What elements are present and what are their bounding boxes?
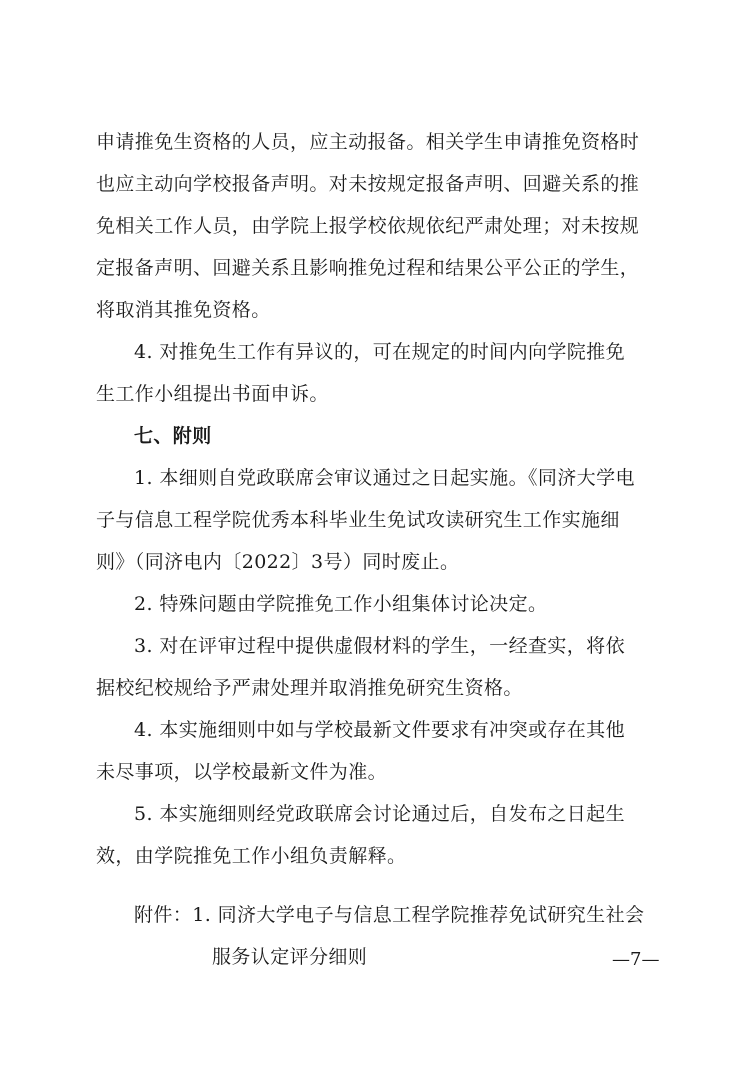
attachment-line: 服务认定评分细则 bbox=[212, 946, 368, 968]
paragraph-line: 4. 对推免生工作有异议的，可在规定的时间内向学院推免 bbox=[134, 341, 625, 363]
rule-line: 2. 特殊问题由学院推免工作小组集体讨论决定。 bbox=[134, 593, 548, 615]
paragraph-line: 生工作小组提出书面申诉。 bbox=[96, 383, 329, 405]
rule-line: 3. 对在评审过程中提供虚假材料的学生，一经查实，将依 bbox=[134, 635, 625, 657]
rule-line: 子与信息工程学院优秀本科毕业生免试攻读研究生工作实施细 bbox=[96, 509, 620, 531]
rule-line: 效，由学院推免工作小组负责解释。 bbox=[96, 845, 407, 867]
paragraph-line: 免相关工作人员，由学院上报学校依规依纪严肃处理；对未按规 bbox=[96, 215, 640, 237]
rule-line: 1. 本细则自党政联席会审议通过之日起实施。《同济大学电 bbox=[134, 467, 635, 489]
paragraph-line: 定报备声明、回避关系且影响推免过程和结果公平公正的学生， bbox=[96, 257, 640, 279]
rule-line: 未尽事项，以学校最新文件为准。 bbox=[96, 761, 388, 783]
paragraph-line: 也应主动向学校报备声明。对未按规定报备声明、回避关系的推 bbox=[96, 173, 640, 195]
rule-line: 4. 本实施细则中如与学校最新文件要求有冲突或存在其他 bbox=[134, 719, 625, 741]
rule-line: 则》（同济电内〔2022〕3号）同时废止。 bbox=[96, 551, 460, 573]
page-number: —7— bbox=[612, 949, 660, 970]
paragraph-line: 申请推免生资格的人员，应主动报备。相关学生申请推免资格时 bbox=[96, 131, 640, 153]
attachment-line: 附件：1. 同济大学电子与信息工程学院推荐免试研究生社会 bbox=[134, 904, 645, 926]
paragraph-line: 将取消其推免资格。 bbox=[96, 299, 271, 321]
rule-line: 5. 本实施细则经党政联席会讨论通过后，自发布之日起生 bbox=[134, 803, 625, 825]
rule-line: 据校纪校规给予严肃处理并取消推免研究生资格。 bbox=[96, 677, 523, 699]
section-heading: 七、附则 bbox=[134, 425, 212, 447]
